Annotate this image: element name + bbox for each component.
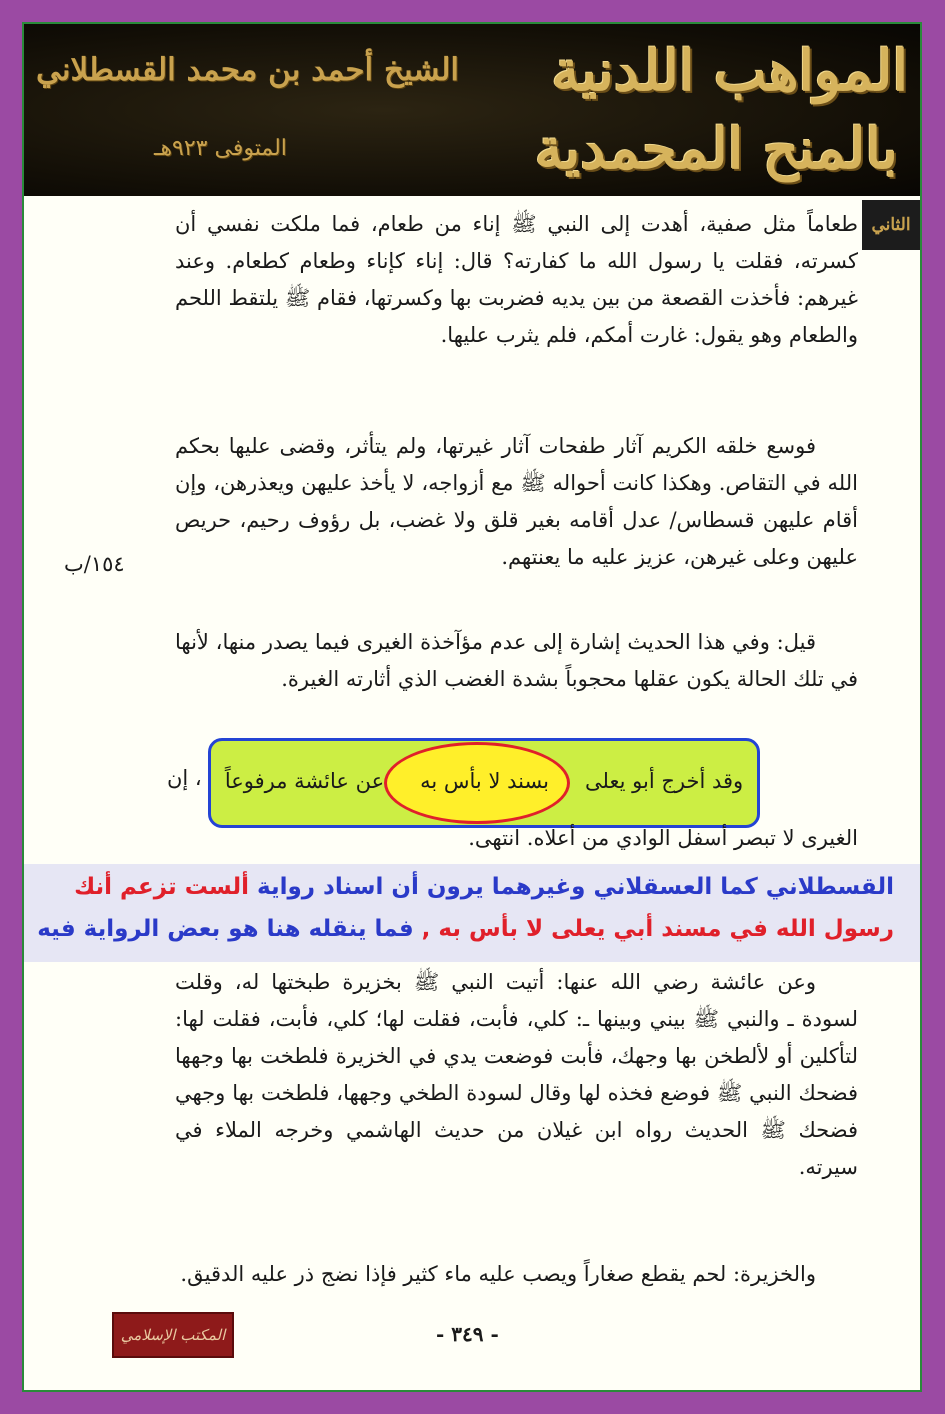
page-frame bbox=[22, 22, 922, 1392]
commentary-line1-blue: القسطلاني كما العسقلاني وغيرهما يرون أن اسناد رواية bbox=[257, 874, 894, 900]
paragraph-6: والخزيرة: لحم يقطع صغاراً ويصب عليه ماء كثير فإذا نضج ذر عليه الدقيق. bbox=[180, 1262, 816, 1286]
commentary-line-1 bbox=[74, 874, 894, 900]
page-number: - ٣٤٩ - bbox=[436, 1322, 499, 1346]
highlight-after: عن عائشة مرفوعاً bbox=[224, 769, 385, 793]
publisher-logo: المكتب الإسلامي bbox=[112, 1312, 234, 1358]
paragraph-1: طعاماً مثل صفية، أهدت إلى النبي ﷺ إناء من طعام، فما ملكت نفسي أن كسرته، فقلت يا رسول الله ما كفارته؟ قال: إناء كإناء وطعام كطعام. وعند غيرهم: فأخذت القصعة من بين يديه فضربت بها وكسرتها، فقام ﷺ يلتقط اللحم والطعام وهو يقول: غارت أمكم، فلم يثرب عليها. bbox=[175, 212, 858, 347]
manuscript-margin-note: ١٥٤/ب bbox=[64, 552, 125, 576]
commentary-line2-red: رسول الله في مسند أبي يعلى لا بأس به , bbox=[421, 916, 894, 942]
commentary-line-2 bbox=[37, 916, 894, 942]
author-death-date: المتوفى ٩٢٣هـ bbox=[154, 136, 287, 161]
paragraph-3: قيل: وفي هذا الحديث إشارة إلى عدم مؤآخذة الغيرى فيما يصدر منها، لأنها في تلك الحالة يكون عقلها محجوباً بشدة الغضب الذي أثارته الغيرة. bbox=[175, 630, 858, 691]
highlight-trailing-word: ، إن bbox=[167, 766, 202, 790]
author-name: الشيخ أحمد بن محمد القسطلاني bbox=[36, 52, 460, 88]
highlighted-sentence bbox=[208, 760, 760, 802]
commentary-line2-blue: فما ينقله هنا هو بعض الرواية فيه bbox=[37, 916, 414, 942]
book-title-line2: بالمنح المحمدية bbox=[534, 116, 898, 182]
volume-tab: الثاني bbox=[862, 200, 920, 250]
paragraph-2: فوسع خلقه الكريم آثار طفحات آثار غيرتها، ولم يتأثر، وقضى عليها بحكم الله في التقاص. وهكذا كانت أحواله ﷺ مع أزواجه، لا يأخذ عليهن ويعذرهن، وإن أقام عليهن قسطاس/ عدل أقامه بغير قلق ولا غضب، بل رؤوف رحيم، حريص عليهن وعلى غيرهن، عزيز عليه ما يعنتهم. bbox=[175, 434, 858, 569]
highlight-before: وقد أخرج أبو يعلى bbox=[585, 769, 744, 793]
book-title-line1: المواهب اللدنية bbox=[551, 38, 908, 104]
paragraph-4: الغيرى لا تبصر أسفل الوادي من أعلاه. انتهى. bbox=[468, 826, 858, 850]
highlight-circled-phrase: بسند لا بأس به bbox=[420, 769, 550, 793]
book-title-banner bbox=[24, 24, 920, 196]
paragraph-5: وعن عائشة رضي الله عنها: أتيت النبي ﷺ بخزيرة طبختها له، وقلت لسودة ـ والنبي ﷺ بيني وبينها ـ: كلي، فأبت، فقلت لها؛ كلي، فأبت، فقلت لها: لتأكلين أو لألطخن بها وجهك، فأبت فوضعت يدي في الخزيرة فلطخت بها وجهها فضحك النبي ﷺ فوضع فخذه لها وقال لسودة الطخي وجهها، فلطخت بها وجهي فضحك ﷺ الحديث رواه ابن غيلان من حديث الهاشمي وخرجه الملاء في سيرته. bbox=[175, 970, 858, 1179]
commentary-line1-red: ألست تزعم أنك bbox=[74, 874, 249, 900]
